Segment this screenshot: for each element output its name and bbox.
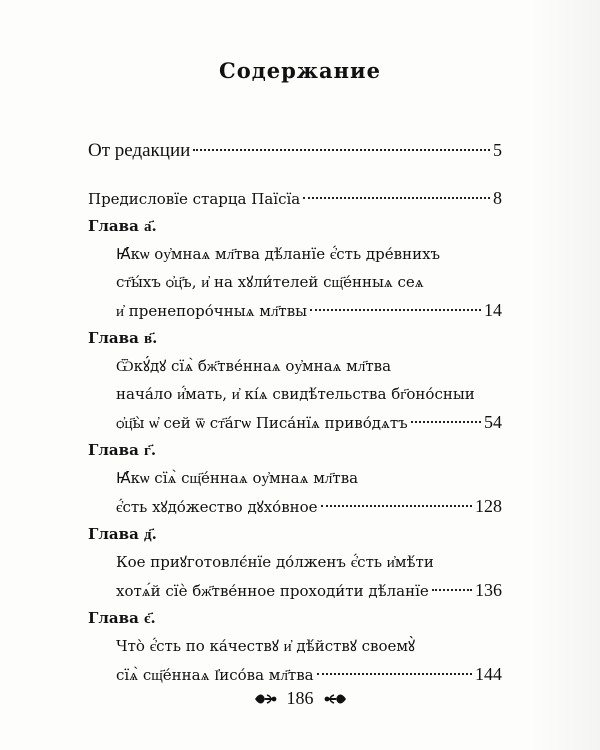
- toc-line: [88, 660, 502, 688]
- dot-leader: [432, 589, 472, 591]
- toc-line: [88, 548, 502, 576]
- table-of-contents: [88, 136, 502, 688]
- page-title: Содержание: [219, 58, 381, 83]
- toc-page-number: 128: [475, 496, 502, 516]
- page-number: 186: [286, 688, 314, 708]
- toc-line: [88, 380, 502, 408]
- toc-text: Ꙗ҆́кѡ оу҆мнаѧ мл҃тва дѣ́ланїе є҆́сть дре́внихъ: [116, 245, 441, 263]
- chapter-heading: [88, 604, 502, 632]
- toc-text: Глава г҃.: [88, 441, 157, 459]
- toc-text: є҆́сть хꙋдо́жество дꙋхо́вное: [116, 498, 318, 516]
- toc-page-number: 8: [493, 188, 502, 208]
- toc-text: Глава д҃.: [88, 525, 157, 543]
- chapter-heading: [88, 212, 502, 240]
- toc-line: [88, 408, 502, 436]
- toc-page-number: 5: [493, 140, 502, 160]
- page-edge-shadow: [530, 0, 600, 750]
- toc-page-number: 144: [475, 664, 502, 684]
- page-footer: [0, 688, 600, 709]
- chapter-heading: [88, 436, 502, 464]
- floral-ornament-left-icon: [253, 692, 277, 706]
- toc-text: ѻ҆ц҃ы̀ ѡ҆ сей ѿ ст҃а́гѡ Писа́нїѧ приво́дѧтъ: [116, 414, 408, 432]
- toc-line: [88, 576, 502, 604]
- toc-text: Что̀ є҆́сть по ка́чествꙋ и҆ дѣ́йствꙋ своемꙋ̀: [116, 637, 416, 655]
- toc-text: хотѧ́й сїѐ бж҃тве́нное проходи́ти дѣ́ланїе: [116, 582, 429, 600]
- dot-leader: [317, 673, 472, 675]
- dot-leader: [303, 197, 490, 199]
- toc-page-number: 54: [484, 412, 502, 432]
- toc-line: [88, 464, 502, 492]
- toc-text: Глава в҃.: [88, 329, 158, 347]
- toc-line: [88, 240, 502, 268]
- toc-text: От редакции: [88, 140, 191, 161]
- dot-leader: [193, 149, 490, 151]
- toc-line: [88, 296, 502, 324]
- toc-text: Предисловїе старца Паїсїа: [88, 190, 301, 208]
- toc-page-number: 136: [475, 580, 502, 600]
- toc-text: и҆ пренепоро́чныѧ мл҃твы: [116, 302, 308, 320]
- toc-page-number: 14: [484, 300, 502, 320]
- toc-text: ст҃ы́хъ ѻ҆ц҃ъ, и҆ на хꙋли́телей сщ҃е́нныѧ сеѧ: [116, 273, 424, 291]
- toc-line: [88, 352, 502, 380]
- floral-ornament-right-icon: [324, 692, 348, 706]
- dot-leader: [411, 421, 481, 423]
- chapter-heading: [88, 520, 502, 548]
- dot-leader: [321, 505, 472, 507]
- toc-text: Глава є҃.: [88, 609, 156, 627]
- toc-text: сїѧ̀ сщ҃е́ннаѧ І҆исо́ва мл҃тва: [116, 666, 314, 684]
- toc-text: Ѿкꙋ́дꙋ сїѧ̀ бж҃тве́ннаѧ оу҆мнаѧ мл҃тва: [116, 357, 392, 375]
- toc-text: Глава а҃.: [88, 217, 157, 235]
- toc-line: [88, 632, 502, 660]
- dot-leader: [310, 309, 481, 311]
- toc-entry: [88, 136, 502, 164]
- toc-text: Ꙗ҆́кѡ сїѧ̀ сщ҃е́ннаѧ оу҆мнаѧ мл҃тва: [116, 469, 359, 487]
- section-spacer: [88, 164, 502, 184]
- toc-line: [88, 492, 502, 520]
- toc-text: Кое приꙋготовлє́нїе до́лженъ є҆́сть и҆мѣ́ти: [116, 553, 434, 571]
- toc-entry: [88, 184, 502, 212]
- toc-text: нача́ло и҆́мать, и҆ кі́ѧ свидѣ́тельства бг҃оно́сныи: [116, 385, 475, 403]
- toc-line: [88, 268, 502, 296]
- chapter-heading: [88, 324, 502, 352]
